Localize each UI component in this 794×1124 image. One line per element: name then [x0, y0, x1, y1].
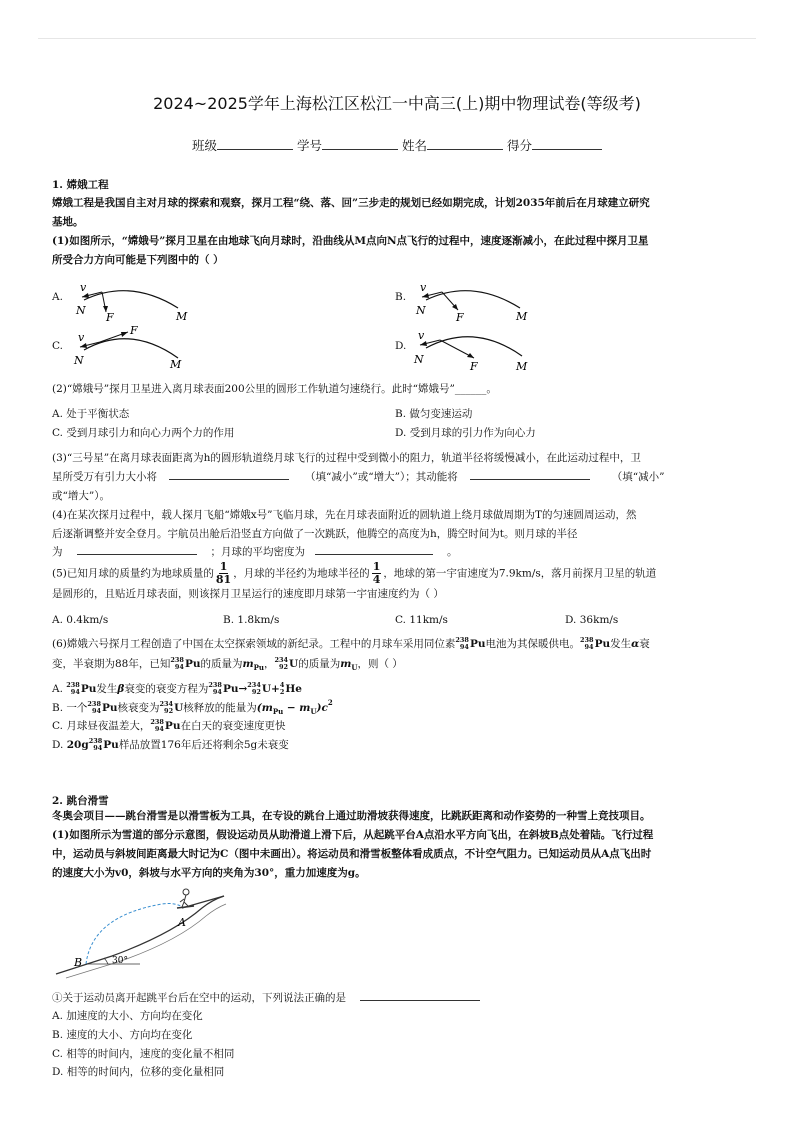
q1-p2-option-d[interactable]: D. 受到月球的引力作为向心力: [395, 427, 536, 439]
q1-p5-option-b[interactable]: B. 1.8km/s: [223, 614, 280, 626]
q1-p6-option-c[interactable]: C. 月球昼夜温差大， 238 94 Pu在白天的衰变速度更快: [52, 718, 286, 733]
student-info-row: [0, 136, 794, 154]
fig-option-c-label[interactable]: C.: [52, 340, 63, 352]
q1-p3-line3: 或“增大”）。: [52, 490, 110, 502]
fig-d-v: v: [418, 329, 425, 342]
q1-p5-option-d[interactable]: D. 36km/s: [565, 614, 619, 626]
page-title: 2024~2025学年上海松江区松江一中高三(上)期中物理试卷(等级考): [153, 94, 641, 113]
fig-a-n: N: [76, 304, 86, 317]
q1-p3-text-c: （填“减小”: [611, 471, 665, 483]
q1-p4-text-b: ；月球的平均密度为: [210, 546, 305, 558]
q2-sub1-blank[interactable]: [360, 989, 480, 1001]
fig-b-f: F: [456, 311, 464, 322]
q1-p6-option-b[interactable]: B. 一个 238 94 Pu核衰变为 234 92 U核释放的能量为$(m_{Pu} - m_U)c^2$: [52, 698, 333, 717]
q1-p5-option-a[interactable]: A. 0.4km/s: [52, 614, 109, 626]
name-label: 姓名: [401, 138, 427, 153]
angle-label: 30°: [112, 956, 128, 966]
q1-p6-line2: 变，半衰期为88年，已知 238 94 Pu的质量为$m_{Pu}$， 234 92 U的质量为$m_U$，则（ ）: [52, 656, 403, 673]
point-b-label: B: [74, 956, 83, 969]
q1-p6-option-a[interactable]: A. 238 94 Pu发生β衰变的衰变方程为 238 94 Pu→ 234 92 U+ 4 2 He: [52, 681, 302, 696]
q1-p3-line2: [52, 468, 664, 487]
q2-sub1-option-d[interactable]: D. 相等的时间内，位移的变化量相同: [52, 1066, 225, 1078]
fig-c-m: M: [170, 358, 182, 370]
fig-option-a-label[interactable]: A.: [52, 291, 63, 303]
fig-d-m: M: [516, 360, 528, 372]
q1-p2-option-b[interactable]: B. 做匀变速运动: [395, 408, 473, 420]
q1-p5-text-b: ，月球的半径约为地球半径的: [233, 567, 370, 580]
q2-p1-line3: 的速度大小为v0，斜坡与水平方向的夹角为30°，重力加速度为g。: [52, 867, 366, 879]
q2-heading: 2. 跳台滑雪: [52, 795, 109, 807]
q1-p4-line2: 后逐渐调整并安全登月。宇航员出舱后沿竖直方向做了一次跳跃，他腾空的高度为h，腾空时间为t。则月球的半径: [52, 528, 578, 540]
q1-p2-option-c[interactable]: C. 受到月球引力和向心力两个力的作用: [52, 427, 235, 439]
point-a-label: A: [178, 916, 186, 929]
fig-b-v: v: [420, 281, 427, 294]
id-blank[interactable]: [322, 138, 398, 150]
fig-d-n: N: [414, 353, 424, 366]
fig-option-b-label[interactable]: B.: [395, 291, 407, 303]
q1-p4-blank-2[interactable]: [315, 543, 433, 555]
ski-jump-diagram: [52, 886, 227, 981]
q2-sub1-option-a[interactable]: A. 加速度的大小、方向均在变化: [52, 1010, 203, 1022]
class-label: 班级: [191, 138, 217, 153]
q1-p1-line2: 所受合力方向可能是下列图中的（ ）: [52, 254, 224, 266]
q1-p1-line1: (1)如图所示，“嫦娥号”探月卫星在由地球飞向月球时，沿曲线从M点向N点飞行的过程中，速度逐渐减小，在此过程中探月卫星: [52, 235, 649, 247]
q2-sub1-option-b[interactable]: B. 速度的大小、方向均在变化: [52, 1029, 193, 1041]
q1-p5-option-c[interactable]: C. 11km/s: [395, 614, 448, 626]
frac-1-4: $\frac{1}{4}$: [372, 560, 381, 586]
q2-sub1-stem: ①关于运动员离开起跳平台后在空中的运动，下列说法正确的是: [52, 989, 480, 1008]
fig-b-m: M: [516, 310, 528, 322]
id-label: 学号: [296, 138, 322, 153]
fig-c-v: v: [78, 331, 85, 344]
q1-intro-line1: 嫦娥工程是我国自主对月球的探索和观察，探月工程“绕、落、回”三步走的规划已经如期完成，计划2035年前后在月球建立研究: [52, 197, 650, 209]
fig-c-n: N: [74, 354, 84, 367]
q1-p4-text-c: 。: [447, 546, 458, 558]
header-divider: [38, 38, 756, 39]
fig-option-d-label[interactable]: D.: [395, 340, 407, 352]
fig-option-c: [70, 322, 200, 370]
q1-p5-line1: [52, 561, 656, 586]
fig-a-f: F: [106, 311, 114, 322]
q1-p3-text-b: （填“减小”或“增大”）；其动能将: [305, 471, 458, 483]
class-blank[interactable]: [217, 138, 293, 150]
q2-p1-line2: 中，运动员与斜坡间距离最大时记为C（图中未画出）。将运动员和滑雪板整体看成质点，不计空气阻力。已知运动员从A点飞出时: [52, 848, 652, 860]
q1-p6-line1: (6)嫦娥六号探月工程创造了中国在太空探索领域的新纪录。工程中的月球车采用同位素 238 94 Pu电池为其保暖供电。 238 94 Pu发生α衰: [52, 636, 650, 651]
fig-d-f: F: [470, 360, 478, 372]
q2-p1-line1: (1)如图所示为雪道的部分示意图，假设运动员从助滑道上滑下后，从起跳平台A点沿水平方向飞出，在斜坡B点处着陆。飞行过程: [52, 829, 654, 841]
fig-b-n: N: [416, 304, 426, 317]
q2-sub1-option-c[interactable]: C. 相等的时间内，速度的变化量不相同: [52, 1048, 235, 1060]
q1-p2-option-a[interactable]: A. 处于平衡状态: [52, 408, 130, 420]
q1-p2-stem: (2)“嫦娥号”探月卫星进入离月球表面200公里的圆形工作轨道匀速绕行。此时“嫦娥号”______。: [52, 383, 497, 395]
q1-heading: 1. 嫦娥工程: [52, 179, 109, 191]
q1-p3-text-a: 星所受万有引力大小将: [52, 471, 157, 483]
q1-p4-blank-1[interactable]: [77, 543, 197, 555]
q1-p3-blank-1[interactable]: [169, 468, 289, 480]
fig-a-m: M: [176, 310, 188, 322]
q1-p4-text-a: 为: [52, 546, 63, 558]
q1-intro-line2: 基地。: [52, 216, 84, 228]
fig-a-v: v: [80, 281, 87, 294]
q1-p5-line2: 是圆形的，且贴近月球表面，则该探月卫星运行的速度即月球第一宇宙速度约为（ ）: [52, 588, 444, 600]
frac-1-81: $\frac{1}{81}$: [215, 560, 232, 586]
name-blank[interactable]: [427, 138, 503, 150]
score-label: 得分: [506, 138, 532, 153]
fig-option-d: [412, 326, 542, 372]
q1-p5-text-c: ，地球的第一宇宙速度为7.9km/s，落月前探月卫星的轨道: [383, 567, 657, 580]
q1-p3-line1: (3)“三号星”在离月球表面距离为h的圆形轨道绕月球飞行的过程中受到微小的阻力，轨道半径将缓慢减小，在此运动过程中，卫: [52, 452, 641, 464]
q1-p5-text-a: (5)已知月球的质量约为地球质量的: [52, 567, 214, 580]
q1-p4-line3: [52, 543, 458, 562]
q1-p3-blank-2[interactable]: [470, 468, 590, 480]
fig-option-b: [412, 280, 542, 322]
fig-option-a: [70, 280, 200, 322]
q1-p6-option-d[interactable]: D. 20g 238 94 Pu样品放置176年后还将剩余5g未衰变: [52, 737, 289, 752]
fig-c-f: F: [130, 324, 138, 337]
q1-p4-line1: (4)在某次探月过程中，载人探月飞船“嫦娥x号”飞临月球，先在月球表面附近的圆轨道上绕月球做周期为T的匀速圆周运动，然: [52, 509, 637, 521]
score-blank[interactable]: [532, 138, 602, 150]
q2-intro: 冬奥会项目——跳台滑雪是以滑雪板为工具，在专设的跳台上通过助滑坡获得速度，比跳跃距离和动作姿势的一种雪上竞技项目。: [52, 810, 651, 822]
